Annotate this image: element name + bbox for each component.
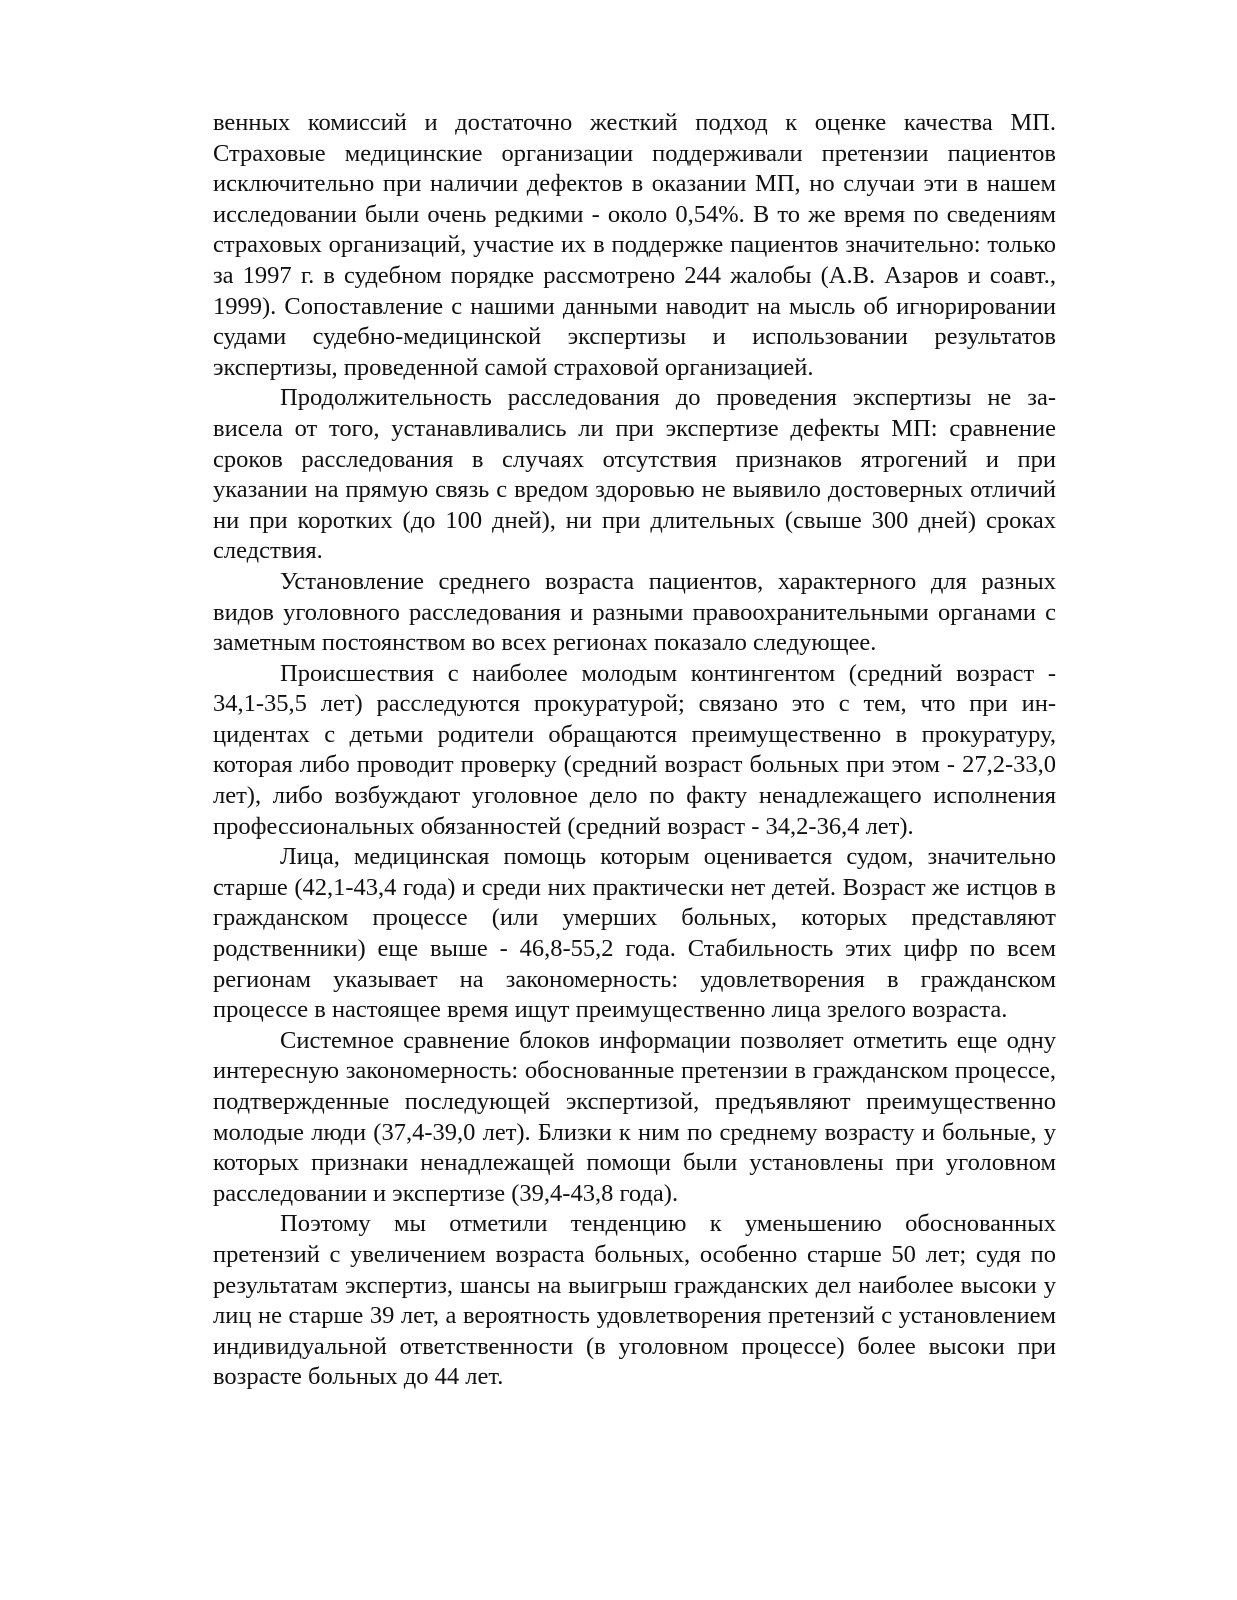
paragraph-4: Происшествия с наиболее молодым контингентом (средний возраст - 34,1-35,5 лет) расследуются прокуратурой; связано это с тем, что при инцидентах с детьми родители обращаются преимущественно в прокуратуру, которая либо проводит проверку (средний возраст больных при этом - 27,2-33,0 лет), либо возбуждают уголовное дело по факту ненадлежащего исполнения профессиональных обязанностей (средний возраст - 34,2-36,4 лет). [213, 659, 1056, 840]
paragraph-6: Системное сравнение блоков информации позволяет отметить еще одну интересную закономерность: обоснованные претензии в гражданском процессе, подтвержденные последующей экспертизой, предъявляют преимущественно молодые люди (37,4-39,0 лет). Близки к ним по среднему возрасту и больные, у которых признаки ненадлежащей помощи были установлены при уголовном расследовании и экспертизе (39,4-43,8 года). [213, 1026, 1056, 1207]
paragraph-7: Поэтому мы отметили тенденцию к уменьшению обоснованных претензий с увеличением возраста больных, особенно старше 50 лет; судя по результатам экспертиз, шансы на выигрыш гражданских дел наиболее высоки у лиц не старше 39 лет, а вероятность удовлетворения претензий с установлением индивидуальной ответственности (в уголовном процессе) более высоки при возрасте больных до 44 лет. [213, 1210, 1056, 1391]
paragraph-2: Продолжительность расследования до проведения экспертизы не зависела от того, устанавливались ли при экспертизе дефекты МП: сравнение сроков расследования в случаях отсутствия признаков ятрогений и при указании на прямую связь с вредом здоровью не выявило достоверных отличий ни при коротких (до 100 дней), ни при длительных (свыше 300 дней) сроках следствия. [213, 384, 1056, 565]
paragraph-1: венных комиссий и достаточно жесткий подход к оценке качества МП. Страховые медицинские организации поддерживали претензии пациентов исключительно при наличии дефектов в оказании МП, но случаи эти в нашем исследовании были очень редкими - около 0,54%. В то же время по сведениям страховых организаций, участие их в поддержке пациентов значительно: только за 1997 г. в судебном порядке рассмотрено 244 жалобы (А.В. Азаров и соавт., 1999). Сопоставление с нашими данными наводит на мысль об игнорировании судами судебно-медицинской экспертизы и использовании результатов экспертизы, проведенной самой страховой организацией. [213, 109, 1056, 381]
paragraph-3: Установление среднего возраста пациентов, характерного для разных видов уголовного расследования и разными правоохранительными органами с заметным постоянством во всех регионах показало следующее. [213, 567, 1056, 657]
body-text [213, 108, 1056, 1393]
paragraph-5: Лица, медицинская помощь которым оценивается судом, значительно старше (42,1-43,4 года) и среди них практически нет детей. Возраст же истцов в гражданском процессе (или умерших больных, которых представляют родственники) еще выше - 46,8-55,2 года. Стабильность этих цифр по всем регионам указывает на закономерность: удовлетворения в гражданском процессе в настоящее время ищут преимущественно лица зрелого возраста. [213, 843, 1056, 1024]
